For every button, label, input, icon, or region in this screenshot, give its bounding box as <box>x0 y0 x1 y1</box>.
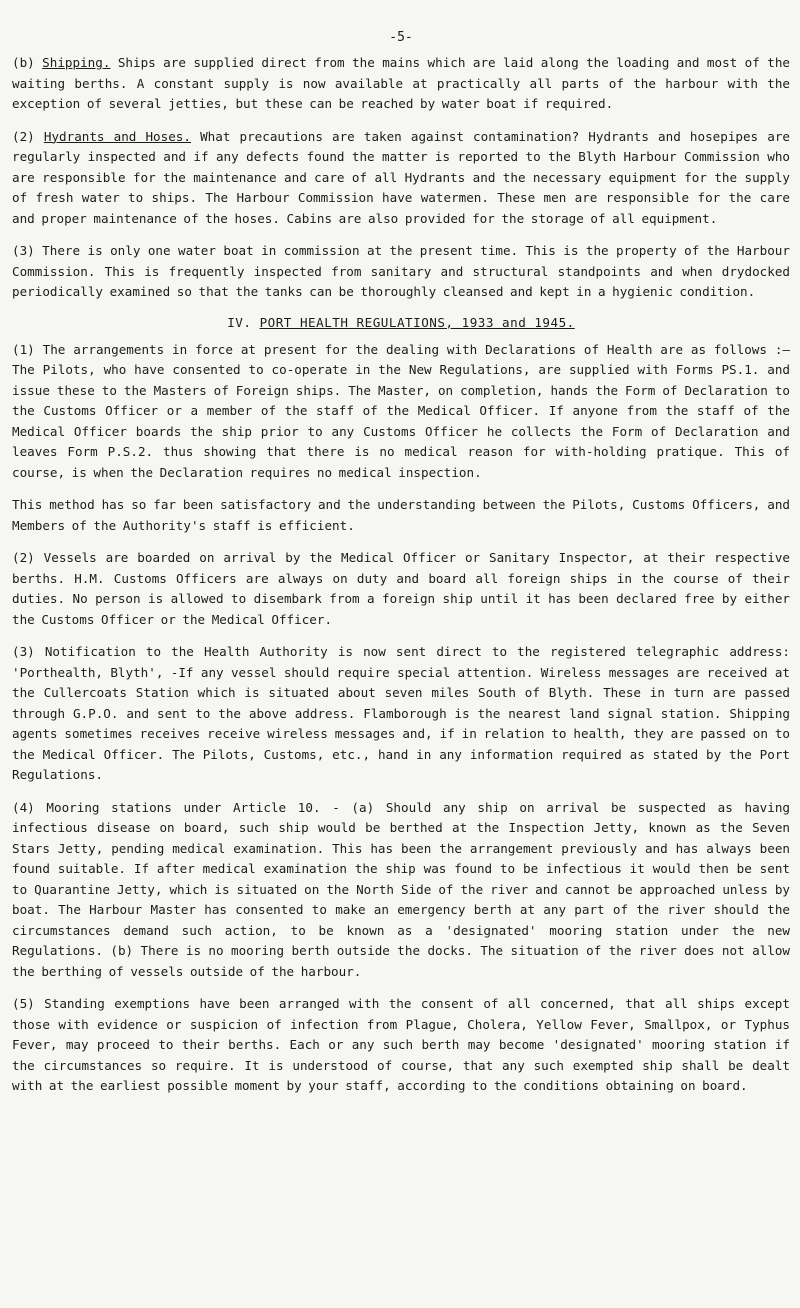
paragraph-text: Vessels are boarded on arrival by the Medical Officer or Sanitary Inspector, at their respective berths. H.M. Customs Officers are always on duty and board all foreign ships in the course of their duties. No person is allowed to disembark from a foreign ship until it has been declared free by either the Customs Officer or the Medical Officer. <box>12 550 790 627</box>
regulation-paragraph <box>12 642 790 786</box>
paragraph-text: The arrangements in force at present for the dealing with Declarations of Health are as follows :— The Pilots, who have consented to co-operate in the New Regulations, are supplied with Forms PS.1. and issue these to the Masters of Foreign ships. The Master, on completion, hands the Form of Declaration to the Customs Officer or a member of the staff of the Medical Officer. If anyone from the staff of the Medical Officer boards the ship prior to any Customs Officer he collects the Form of Declaration and leaves Form P.S.2. thus showing that there is no medical reason for with-holding pratique. This of course, is when the Declaration requires no medical inspection. <box>12 341 790 480</box>
paragraph-number: (2) <box>12 550 44 565</box>
section-numeral: IV. <box>227 314 260 330</box>
paragraph-text: Notification to the Health Authority is now sent direct to the registered telegraphic address: 'Porthealth, Blyth', -If any vessel should require special attention. Wireless messages are received at the Cullercoats Station which is situated about seven miles South of Blyth. These in turn are passed through G.P.O. and sent to the above address. Flamborough is the nearest land signal station. Shipping agents sometimes receives receive wireless messages and, if in relation to health, they are passed on to the Medical Officer. The Pilots, Customs, etc., hand in any information required as stated by the Port Regulations. <box>12 644 790 782</box>
paragraph-hydrants <box>12 127 790 230</box>
paragraph-text: Mooring stations under Article 10. - (a) Should any ship on arrival be suspected as having infectious disease on board, such ship would be berthed at the Inspection Jetty, known as the Seven Stars Jetty, pending medical examination. This has been the arrangement previously and has always been found suitable. If after medical examination the ship was found to be infectious it would then be sent to Quarantine Jetty, which is situated on the North Side of the river and cannot be approached unless by boat. The Harbour Master has consented to make an emergency berth at any part of the river should the circumstances demand such action, to be known as a 'designated' mooring station under the new Regulations. (b) There is no mooring berth outside the docks. The situation of the river does not allow the berthing of vessels outside of the harbour. <box>12 799 790 979</box>
page-number: -5- <box>389 30 413 45</box>
paragraph-number: (b) <box>12 55 43 70</box>
paragraph-number: (3) <box>12 644 45 659</box>
paragraph-text: This method has so far been satisfactory and the understanding between the Pilots, Customs Officers, and Members of the Authority's staff is efficient. <box>12 497 790 533</box>
paragraph-heading: Hydrants and Hoses. <box>43 128 191 144</box>
regulation-paragraph <box>12 994 790 1097</box>
paragraph-number: (1) <box>12 341 43 357</box>
paragraph-heading: Shipping. <box>42 55 111 70</box>
paragraph-number: (5) <box>12 996 45 1011</box>
paragraph-text: There is only one water boat in commission at the present time. This is the property of the Harbour Commission. This is frequently inspected from sanitary and structural standpoints and when drydocked periodically examined so that the tanks can be thoroughly cleansed and kept in a hygienic condition. <box>12 243 790 299</box>
regulation-paragraph <box>12 548 790 630</box>
paragraph-text: Ships are supplied direct from the mains which are laid along the loading and most of the waiting berths. A constant supply is now available at practically all parts of the harbour with the exception of several jetties, but these can be reached by water boat if required. <box>12 55 790 111</box>
paragraph-text: What precautions are taken against contamination? Hydrants and hosepipes are regularly inspected and if any defects found the matter is reported to the Blyth Harbour Commission who are responsible for the maintenance and care of all Hydrants and the necessary equipment for the supply of fresh water to ships. The Harbour Commission have watermen. These men are responsible for the care and proper maintenance of the hoses. Cabins are also provided for the storage of all equipment. <box>12 128 790 226</box>
paragraph-number: (2) <box>12 128 44 144</box>
paragraph-shipping <box>12 53 790 115</box>
section-title: PORT HEALTH REGULATIONS, 1933 and 1945. <box>259 314 575 330</box>
regulation-paragraph <box>12 495 790 536</box>
regulation-paragraph <box>12 340 790 484</box>
paragraph-water-boat <box>12 241 790 303</box>
paragraph-number: (3) <box>12 243 43 258</box>
paragraph-number: (4) <box>12 799 47 815</box>
regulation-paragraph <box>12 798 790 983</box>
section-heading <box>12 315 790 330</box>
paragraph-text: Standing exemptions have been arranged with the consent of all concerned, that all ships except those with evidence or suspicion of infection from Plague, Cholera, Yellow Fever, Smallpox, or Typhus Fever, may proceed to their berths. Each or any such berth may become 'designated' mooring station if the circumstances so require. It is understood of course, that any such exempted ship shall be dealt with at the earliest possible moment by your staff, according to the conditions obtaining on board. <box>12 996 790 1093</box>
